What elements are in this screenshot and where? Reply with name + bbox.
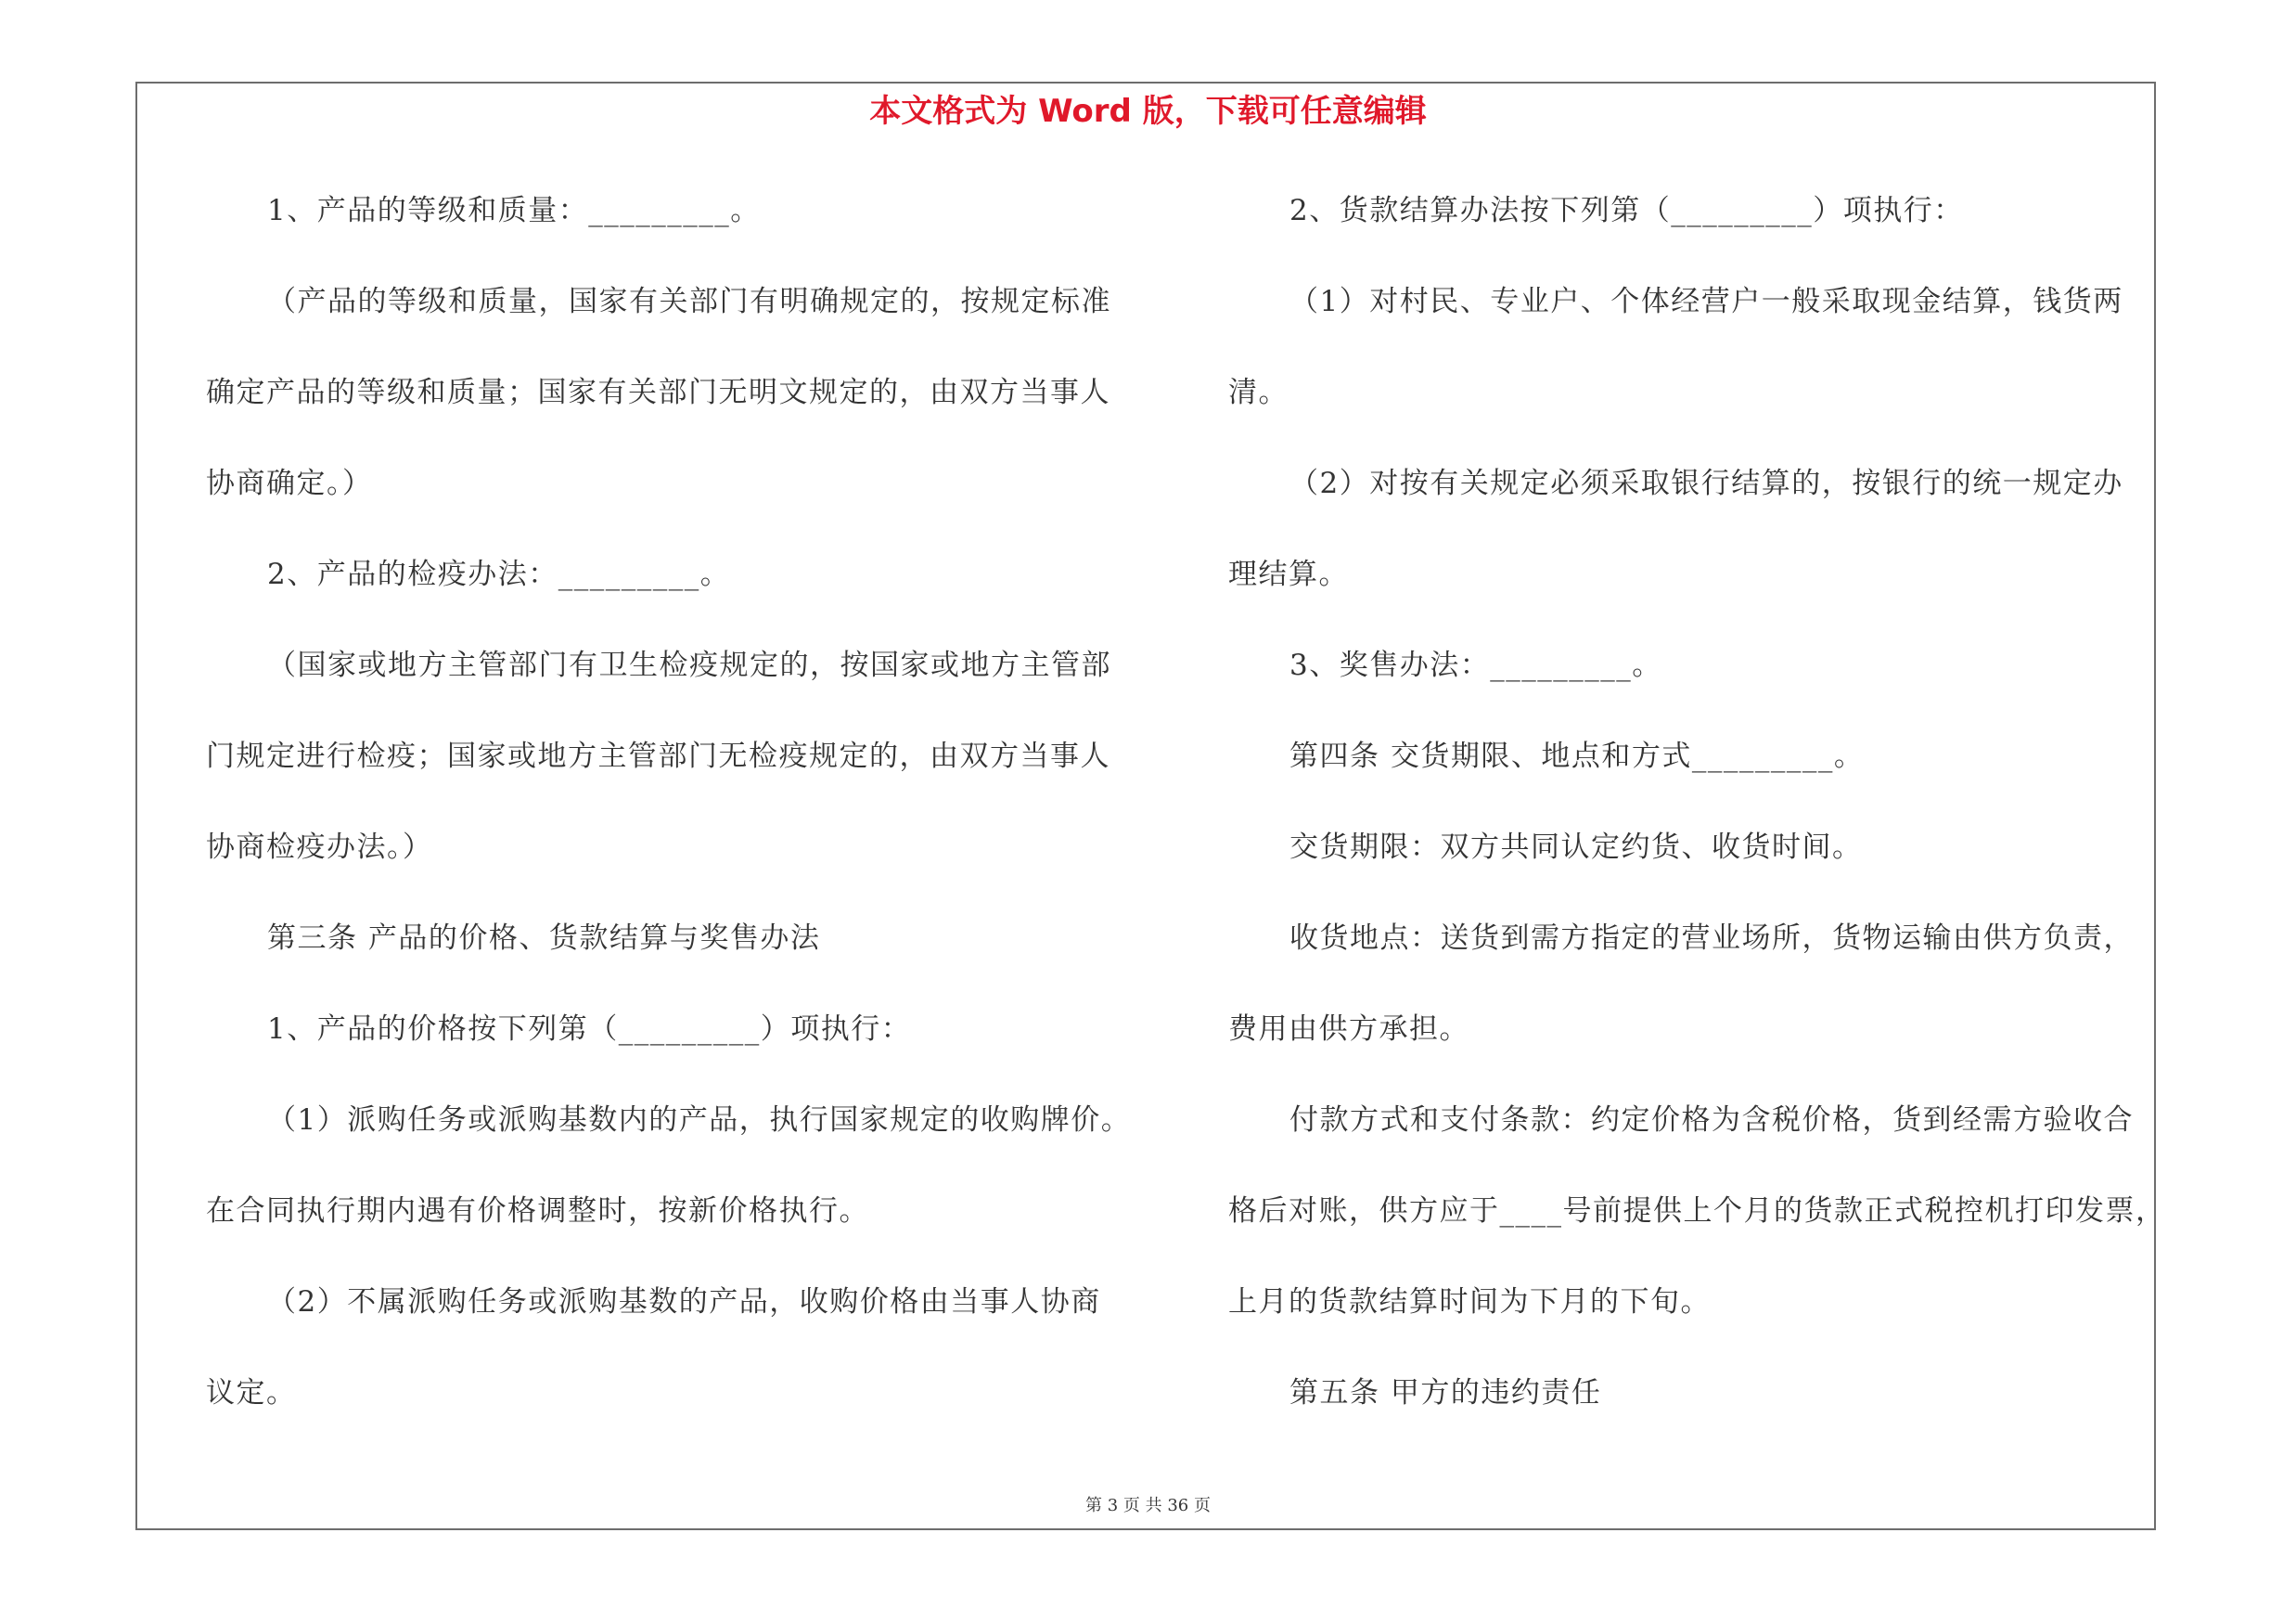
left-line-5: 2、产品的检疫办法：_________。 — [267, 558, 731, 591]
right-line-2: （1）对村民、专业户、个体经营户一般采取现金结算，钱货两 — [1289, 285, 2123, 318]
left-line-1: 1、产品的等级和质量：_________。 — [267, 194, 761, 227]
right-line-12: 格后对账，供方应于____号前提供上个月的货款正式税控机打印发票， — [1228, 1194, 2166, 1228]
right-line-5: 理结算。 — [1228, 558, 1349, 591]
right-line-1: 2、货款结算办法按下列第（_________）项执行： — [1289, 194, 1964, 227]
right-line-13: 上月的货款结算时间为下月的下旬。 — [1228, 1285, 1711, 1319]
left-column — [206, 185, 1161, 1458]
page-number-footer: 第 3 页 共 36 页 — [1085, 1496, 1211, 1515]
right-column — [1228, 185, 2165, 1458]
header-banner: 本文格式为 Word 版，下载可任意编辑 — [869, 93, 1427, 130]
left-line-11: （1）派购任务或派购基数内的产品，执行国家规定的收购牌价。 — [267, 1103, 1132, 1137]
right-line-3: 清。 — [1228, 376, 1289, 409]
left-line-9: 第三条 产品的价格、货款结算与奖售办法 — [267, 921, 821, 955]
left-line-2: （产品的等级和质量，国家有关部门有明确规定的，按规定标准 — [267, 285, 1111, 318]
right-line-4: （2）对按有关规定必须采取银行结算的，按银行的统一规定办 — [1289, 467, 2123, 500]
left-line-3: 确定产品的等级和质量；国家有关部门无明文规定的，由双方当事人 — [206, 376, 1110, 409]
left-line-6: （国家或地方主管部门有卫生检疫规定的，按国家或地方主管部 — [267, 649, 1111, 682]
left-line-4: 协商确定。） — [206, 467, 373, 500]
left-line-14: 议定。 — [206, 1376, 297, 1410]
right-line-14: 第五条 甲方的违约责任 — [1289, 1376, 1602, 1410]
right-line-9: 收货地点：送货到需方指定的营业场所，货物运输由供方负责， — [1289, 921, 2134, 955]
left-line-8: 协商检疫办法。） — [206, 831, 433, 864]
right-line-8: 交货期限：双方共同认定约货、收货时间。 — [1289, 831, 1863, 864]
right-line-11: 付款方式和支付条款：约定价格为含税价格，货到经需方验收合 — [1289, 1103, 2134, 1137]
left-line-7: 门规定进行检疫；国家或地方主管部门无检疫规定的，由双方当事人 — [206, 740, 1110, 773]
left-line-13: （2）不属派购任务或派购基数的产品，收购价格由当事人协商 — [267, 1285, 1101, 1319]
right-line-7: 第四条 交货期限、地点和方式_________。 — [1289, 740, 1865, 773]
left-line-10: 1、产品的价格按下列第（_________）项执行： — [267, 1012, 912, 1046]
right-line-6: 3、奖售办法：_________。 — [1289, 649, 1662, 682]
right-line-10: 费用由供方承担。 — [1228, 1012, 1469, 1046]
left-line-12: 在合同执行期内遇有价格调整时，按新价格执行。 — [206, 1194, 869, 1228]
